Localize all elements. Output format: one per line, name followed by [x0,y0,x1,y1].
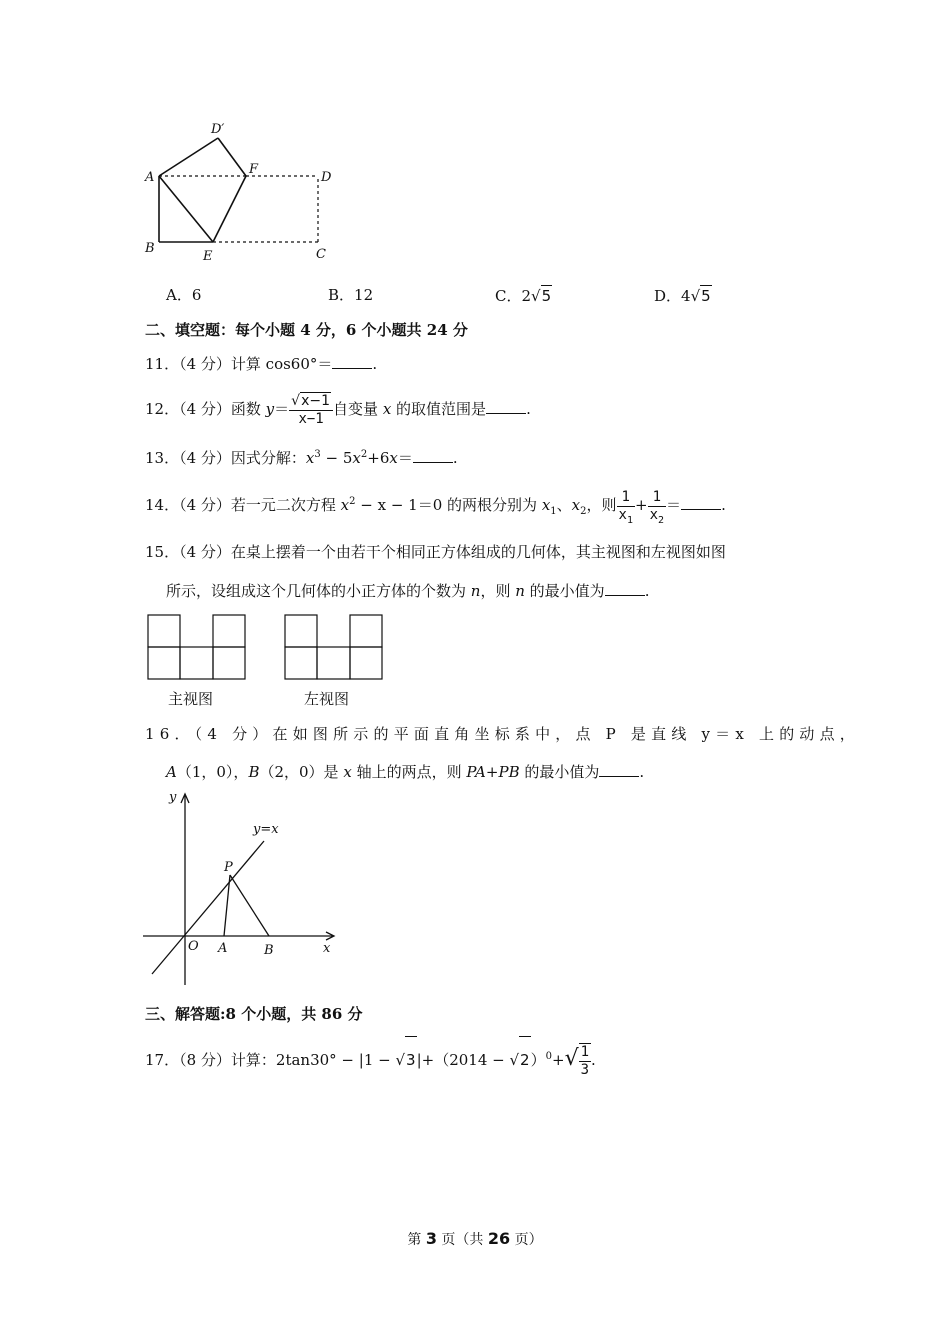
fraction-2: $\frac{1}{x_2}$ [649,488,665,526]
option-b: B．12 [328,286,374,304]
answer-blank[interactable] [332,354,372,369]
label-y-axis: y [169,790,177,805]
fraction: $\frac{1}{3}$ [580,1044,590,1078]
label-a: A [218,941,228,956]
label-c: C [316,247,326,262]
fraction: $\frac{√x-1}{x-1}$ [289,392,333,428]
label-d-prime: D′ [211,122,225,137]
option-a: A．6 [166,286,202,304]
question-12: 12．（4 分）函数 y＝ $\frac{√x-1}{x-1}$ 自变量 x 的取值范围是 . [145,393,531,427]
question-16-line-1: 16．（4 分）在如图所示的平面直角坐标系中，点 P 是直线 y＝x 上的动点， [145,725,861,743]
answer-blank[interactable] [599,762,639,777]
segment-ad-prime [159,138,218,176]
question-11: 11．（4 分）计算 cos60°＝ . [145,355,378,373]
question-15-line-1: 15．（4 分）在桌上摆着一个由若干个相同正方体组成的几何体，其主视图和左视图如图 [145,543,726,561]
section-2-heading: 二、填空题：每个小题 4 分，6 个小题共 24 分 [145,321,468,339]
label-a: A [145,170,155,185]
left-view-figure [283,613,385,681]
section-3-heading: 三、解答题:8 个小题，共 86 分 [145,1005,363,1023]
question-16-line-2: A（1，0），B（2，0）是 x 轴上的两点，则 PA+PB 的最小值为 . [166,763,645,781]
label-e: E [203,249,213,264]
label-x-axis: x [323,941,331,956]
question-14: 14．（4 分）若一元二次方程 $x^2 - x - 1=0$ 的两根分别为 $x_1$、$x_2$，则 $\frac{1}{x_1}$ + $\frac{1}{x_2}$ ＝ . [145,488,726,526]
label-b: B [145,241,155,256]
segment-ae [159,176,213,242]
figure-rectangle-fold [140,118,340,268]
answer-blank[interactable] [605,581,645,596]
main-view-label: 主视图 [168,690,214,708]
label-o: O [188,939,199,954]
label-p: P [224,860,233,875]
segment-pb [230,875,269,936]
question-13: 13．（4 分）因式分解：$x^3 - 5x^2+6x=$ . [145,449,458,467]
label-d: D [321,170,332,185]
main-view-figure [146,613,248,681]
fraction-1: $\frac{1}{x_1}$ [618,488,633,526]
segment-fd-prime [218,138,246,176]
answer-blank[interactable] [681,495,721,510]
question-17: 17．（8 分）计算：$2\tan 30^\circ - |1 - √3|+(2014 - √2)^0+√$ $\frac{1}{3}$ . [145,1036,596,1082]
left-view-label: 左视图 [304,690,350,708]
coordinate-graph [140,785,345,993]
line-y-equals-x [152,841,264,974]
answer-blank[interactable] [486,399,526,414]
label-f: F [249,162,259,177]
label-line: y=x [253,822,279,837]
label-b: B [264,943,274,958]
option-d: D．4√5 [654,287,711,305]
option-c: C．2√5 [495,287,552,305]
answer-blank[interactable] [413,448,453,463]
segment-ef [213,176,246,242]
page-footer: 第 3 页（共 26 页） [407,1229,543,1248]
question-15-line-2: 所示，设组成这个几何体的小正方体的个数为 n，则 n 的最小值为 . [166,582,650,600]
